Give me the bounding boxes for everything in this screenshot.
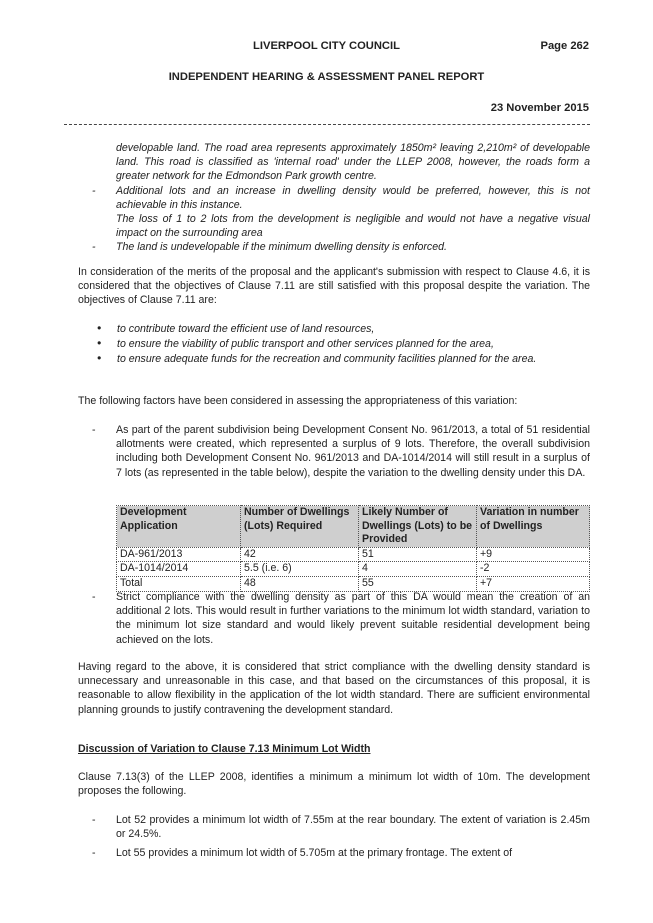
header-divider bbox=[64, 124, 590, 125]
dash-marker: - bbox=[92, 241, 96, 254]
section-heading: Discussion of Variation to Clause 7.13 Minimum Lot Width bbox=[78, 743, 371, 755]
table-cell: +9 bbox=[477, 547, 590, 562]
dwelling-density-table bbox=[116, 505, 590, 592]
bullet-marker: • bbox=[97, 336, 102, 351]
column-header: Number of Dwellings (Lots) Required bbox=[241, 506, 359, 548]
list-item: - Lot 52 provides a minimum lot width of 7.55m at the rear boundary. The extent of variation is 2.45m or 24.5%. bbox=[92, 814, 590, 841]
list-item: • to contribute toward the efficient use of land resources, bbox=[97, 321, 375, 335]
factors-list-continued bbox=[92, 590, 590, 647]
council-name: LIVERPOOL CITY COUNCIL bbox=[253, 40, 400, 52]
paragraph-conclusion: Having regard to the above, it is considered that strict compliance with the dwelling density standard is unnecessary and unreasonable in this case, and that based on the circumstances of this proposal, it is reasonable to allow flexibility in the application of the lot width standard. There are sufficient environmental planning grounds to justify contravening the development standard. bbox=[78, 661, 590, 716]
page-number: Page 262 bbox=[540, 40, 589, 52]
table-cell: 5.5 (i.e. 6) bbox=[241, 562, 359, 577]
table-row bbox=[117, 576, 590, 591]
list-item: developable land. The road area represents approximately 1850m² leaving 2,210m² of developable land. This road is classified as 'internal road' under the LLEP 2008, however, the roads form a greater network for the Edmondson Park growth centre. bbox=[116, 142, 590, 183]
column-header: Likely Number of Dwellings (Lots) to be Provided bbox=[359, 506, 477, 548]
table-row bbox=[117, 562, 590, 577]
table-cell: 51 bbox=[359, 547, 477, 562]
table-cell: 4 bbox=[359, 562, 477, 577]
dash-marker: - bbox=[92, 591, 96, 603]
dash-marker: - bbox=[92, 814, 96, 826]
list-item: - Lot 55 provides a minimum lot width of 5.705m at the primary frontage. The extent of bbox=[92, 847, 513, 860]
table-cell: DA-1014/2014 bbox=[117, 562, 241, 577]
bullet-marker: • bbox=[97, 351, 102, 366]
paragraph-lot-width: Clause 7.13(3) of the LLEP 2008, identifies a minimum a minimum lot width of 10m. The development proposes the following. bbox=[78, 771, 590, 798]
list-item: - Additional lots and an increase in dwelling density would be preferred, however, this is not achievable in this instance. bbox=[92, 184, 590, 211]
report-title: INDEPENDENT HEARING & ASSESSMENT PANEL REPORT bbox=[168, 71, 485, 83]
table-cell: 48 bbox=[241, 576, 359, 591]
paragraph-factors-intro: The following factors have been considered in assessing the appropriateness of this variation: bbox=[78, 395, 518, 407]
column-header: Development Application bbox=[117, 506, 241, 548]
objectives-list bbox=[97, 322, 590, 368]
table-cell: Total bbox=[117, 576, 241, 591]
table-cell: 55 bbox=[359, 576, 477, 591]
table-row bbox=[117, 547, 590, 562]
reasons-list bbox=[92, 141, 590, 255]
factors-list bbox=[92, 423, 590, 480]
table-header-row bbox=[117, 506, 590, 548]
list-item: • to ensure adequate funds for the recreation and community facilities planned for the area. bbox=[97, 351, 537, 366]
table-cell: -2 bbox=[477, 562, 590, 577]
bullet-marker: • bbox=[97, 321, 102, 335]
dash-marker: - bbox=[92, 424, 96, 436]
list-item: - As part of the parent subdivision being Development Consent No. 961/2013, a total of 51 residential allotments were created, which represented a surplus of 9 lots. Therefore, the overall subdivision including both Development Consent No. 961/2013 and DA-1014/2014 will still result in a surplus of 7 lots (as represented in the table below), despite the variation to the dwelling density under this DA. bbox=[92, 424, 590, 479]
column-header: Variation in number of Dwellings bbox=[477, 506, 590, 548]
lots-list bbox=[92, 813, 590, 861]
list-item: The loss of 1 to 2 lots from the development is negligible and would not have a negative visual impact on the surrounding area bbox=[116, 213, 590, 240]
list-item: - Strict compliance with the dwelling density as part of this DA would mean the creation of an additional 2 lots. This would result in further variations to the minimum lot width standard, variation to the minimum lot size standard and would likely prevent suitable residential development being achieved on the lots. bbox=[92, 591, 590, 646]
report-date: 23 November 2015 bbox=[490, 102, 589, 114]
list-item: • to ensure the viability of public transport and other services planned for the area, bbox=[97, 336, 494, 351]
dash-marker: - bbox=[92, 184, 96, 197]
paragraph-objectives-intro: In consideration of the merits of the proposal and the applicant's submission with respect to Clause 4.6, it is considered that the objectives of Clause 7.11 are still satisfied with this proposal despite the variation. The objectives of Clause 7.11 are: bbox=[78, 266, 590, 307]
table-cell: 42 bbox=[241, 547, 359, 562]
dash-marker: - bbox=[92, 847, 96, 860]
list-item: - The land is undevelopable if the minimum dwelling density is enforced. bbox=[92, 241, 447, 254]
table-cell: DA-961/2013 bbox=[117, 547, 241, 562]
table-cell: +7 bbox=[477, 576, 590, 591]
